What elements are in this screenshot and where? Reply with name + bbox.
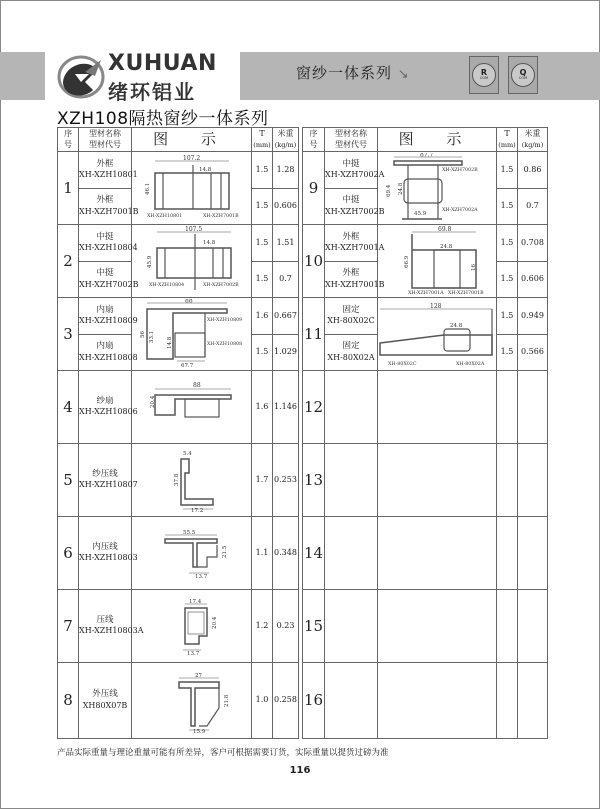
svg-text:XH-XZH7002B: XH-XZH7002B [202, 283, 239, 288]
thickness-cell: 1.5 [252, 152, 273, 189]
col-header-seq: 序 号 [303, 128, 325, 152]
svg-text:69.8: 69.8 [438, 226, 452, 233]
table-row [303, 663, 548, 739]
thickness-cell: 1.5 [497, 225, 518, 262]
profile-figure [378, 663, 497, 739]
col-header-figure: 图 示 [132, 128, 252, 152]
weight-cell: 0.949 [518, 298, 548, 335]
svg-text:88: 88 [192, 382, 201, 389]
profile-figure [132, 517, 252, 590]
profile-figure [132, 663, 252, 739]
spec-table-left [57, 127, 299, 739]
thickness-cell: 1.5 [497, 335, 518, 371]
profile-drawing-icon [378, 299, 496, 369]
svg-text:XH-XZH7001B: XH-XZH7001B [448, 291, 484, 296]
svg-text:XH-80X02C: XH-80X02C [388, 362, 417, 367]
seq-cell: 5 [58, 444, 79, 517]
svg-text:24.8: 24.8 [440, 244, 453, 250]
table-row [303, 298, 548, 335]
svg-text:14.8: 14.8 [166, 336, 173, 349]
table-header-row [58, 128, 299, 152]
profile-figure [378, 225, 497, 298]
profile-drawing-icon [378, 226, 496, 296]
svg-text:87.7: 87.7 [420, 153, 434, 159]
thickness-cell [497, 444, 518, 517]
seq-cell: 15 [303, 590, 325, 663]
profile-figure [132, 444, 252, 517]
seq-cell: 3 [58, 298, 79, 371]
svg-text:XH-XZH7002A: XH-XZH7002A [442, 208, 478, 213]
part-name-cell: 压线 XH-XZH10803A [79, 590, 132, 663]
part-name-cell: 外框 XH-XZH7001B [79, 189, 132, 225]
part-name-cell [325, 444, 378, 517]
thickness-cell [497, 590, 518, 663]
table-row [58, 663, 299, 739]
seq-cell: 16 [303, 663, 325, 739]
thickness-cell: 1.5 [497, 262, 518, 298]
table-row [303, 590, 548, 663]
weight-cell: 1.51 [273, 225, 299, 262]
part-name-cell: 固定 XH-80X02A [325, 335, 378, 371]
svg-text:XH-XZH7001B: XH-XZH7001B [202, 214, 239, 219]
svg-text:66.9: 66.9 [404, 255, 410, 268]
table-row [303, 225, 548, 262]
part-name-cell [325, 590, 378, 663]
weight-cell [518, 590, 548, 663]
thickness-cell: 1.1 [252, 517, 273, 590]
profile-drawing-icon [133, 299, 251, 369]
profile-figure [378, 444, 497, 517]
col-header-seq: 序 号 [58, 128, 79, 152]
table-row [58, 225, 299, 262]
part-name-cell: 外框 XH-XZH7001B [325, 262, 378, 298]
table-row [58, 590, 299, 663]
seq-cell: 11 [303, 298, 325, 371]
seq-cell: 12 [303, 371, 325, 444]
svg-text:XH-XZH10801: XH-XZH10801 [146, 214, 182, 219]
svg-text:128: 128 [430, 303, 442, 310]
thickness-cell: 1.5 [497, 298, 518, 335]
thickness-cell: 1.0 [252, 663, 273, 739]
svg-text:15.9: 15.9 [192, 728, 205, 734]
thickness-cell: 1.5 [497, 189, 518, 225]
svg-text:20.4: 20.4 [211, 616, 218, 629]
profile-figure [132, 225, 252, 298]
col-header-name: 型材名称 型材代号 [325, 128, 378, 152]
thickness-cell: 1.7 [252, 444, 273, 517]
svg-text:17.2: 17.2 [190, 508, 203, 513]
thickness-cell: 1.2 [252, 590, 273, 663]
part-name-cell [325, 371, 378, 444]
weight-cell: 0.566 [518, 335, 548, 371]
weight-cell: 0.86 [518, 152, 548, 189]
seq-cell: 4 [58, 371, 79, 444]
svg-text:27: 27 [194, 672, 202, 679]
seq-cell: 2 [58, 225, 79, 298]
profile-figure [132, 590, 252, 663]
svg-text:45.9: 45.9 [146, 255, 153, 268]
weight-cell: 0.23 [273, 590, 299, 663]
svg-text:5.4: 5.4 [182, 451, 192, 457]
profile-drawing-icon [133, 668, 251, 734]
series-title-text: 窗纱一体系列 [296, 64, 393, 82]
svg-text:24.8: 24.8 [450, 323, 463, 329]
part-name-cell: 中挺 XH-XZH7002B [79, 262, 132, 298]
profile-figure [132, 371, 252, 444]
thickness-cell: 1.5 [252, 262, 273, 298]
weight-cell: 1.029 [273, 335, 299, 371]
table-row [58, 298, 299, 335]
svg-text:21.8: 21.8 [223, 694, 230, 707]
seq-cell: 14 [303, 517, 325, 590]
svg-text:14.8: 14.8 [202, 240, 215, 246]
thickness-cell: 1.5 [252, 225, 273, 262]
thickness-cell [497, 371, 518, 444]
table-row [58, 517, 299, 590]
thickness-cell: 1.6 [252, 298, 273, 335]
weight-cell: 0.258 [273, 663, 299, 739]
profile-figure [378, 371, 497, 444]
thickness-cell: 1.5 [252, 335, 273, 371]
weight-cell: 0.667 [273, 298, 299, 335]
weight-cell: 1.28 [273, 152, 299, 189]
svg-text:55.5: 55.5 [182, 530, 195, 536]
profile-figure [378, 298, 497, 371]
cert-badge-r [469, 56, 499, 94]
svg-text:XH-80X02A: XH-80X02A [456, 362, 485, 367]
profile-figure [378, 517, 497, 590]
svg-text:67.7: 67.7 [180, 363, 193, 369]
seq-cell: 13 [303, 444, 325, 517]
svg-text:24.8: 24.8 [398, 182, 404, 195]
svg-text:16: 16 [471, 264, 477, 271]
seq-cell: 9 [303, 152, 325, 225]
svg-text:XH-XZH7001A: XH-XZH7001A [408, 291, 444, 296]
part-name-cell: 内扇 XH-XZH10809 [79, 298, 132, 335]
svg-text:45.9: 45.9 [414, 211, 427, 217]
cert-r-icon: R COM [472, 63, 496, 87]
part-name-cell: 内扇 XH-XZH10808 [79, 335, 132, 371]
weight-cell: 0.708 [518, 225, 548, 262]
svg-text:107.5: 107.5 [184, 226, 202, 233]
part-name-cell [325, 663, 378, 739]
part-name-cell: 固定 XH-80X02C [325, 298, 378, 335]
table-row [303, 444, 548, 517]
table-row [58, 152, 299, 189]
svg-text:XH-XZH10809: XH-XZH10809 [206, 318, 242, 323]
weight-cell: 1.146 [273, 371, 299, 444]
weight-cell: 0.606 [273, 189, 299, 225]
part-name-cell: 纱扇 XH-XZH10806 [79, 371, 132, 444]
thickness-cell: 1.5 [252, 189, 273, 225]
svg-text:20.4: 20.4 [149, 395, 156, 408]
svg-text:37.8: 37.8 [173, 473, 180, 486]
svg-text:21.5: 21.5 [221, 545, 228, 558]
profile-figure [378, 152, 497, 225]
svg-text:XH-XZH10808: XH-XZH10808 [206, 342, 242, 347]
col-header-thickness: T (mm) [252, 128, 273, 152]
profile-drawing-icon [133, 447, 251, 513]
weight-cell [518, 444, 548, 517]
svg-text:14.8: 14.8 [198, 167, 211, 173]
weight-cell: 0.253 [273, 444, 299, 517]
page-number: 116 [289, 765, 311, 776]
svg-text:33.1: 33.1 [148, 330, 155, 343]
part-name-cell: 外框 XH-XZH10801 [79, 152, 132, 189]
table-row [303, 517, 548, 590]
svg-text:69.4: 69.4 [386, 184, 392, 197]
col-header-figure: 图 示 [378, 128, 497, 152]
seq-cell: 7 [58, 590, 79, 663]
part-name-cell: 外框 XH-XZH7001A [325, 225, 378, 262]
profile-figure [132, 152, 252, 225]
svg-text:XH-XZH10804: XH-XZH10804 [148, 283, 184, 288]
part-name-cell: 中挺 XH-XZH7002B [325, 189, 378, 225]
svg-text:56: 56 [139, 331, 146, 338]
profile-figure [378, 590, 497, 663]
table-row [303, 152, 548, 189]
seq-cell: 8 [58, 663, 79, 739]
svg-text:88: 88 [184, 299, 193, 305]
table-row [58, 371, 299, 444]
weight-cell: 0.7 [273, 262, 299, 298]
series-title [296, 62, 410, 83]
table-row [58, 444, 299, 517]
part-name-cell: 纱压线 XH-XZH10807 [79, 444, 132, 517]
profile-drawing-icon [133, 377, 251, 437]
thickness-cell: 1.5 [497, 152, 518, 189]
weight-cell [518, 517, 548, 590]
cert-q-icon: Q COM [511, 63, 535, 87]
spec-table-right [302, 127, 548, 739]
weight-cell: 0.348 [273, 517, 299, 590]
weight-cell [518, 371, 548, 444]
part-name-cell: 中挺 XH-XZH7002A [325, 152, 378, 189]
seq-cell: 6 [58, 517, 79, 590]
part-name-cell [325, 517, 378, 590]
profile-drawing-icon [133, 226, 251, 296]
header-banner-right [240, 52, 600, 100]
brand-name-cn: 绪环铝业 [108, 80, 196, 104]
part-name-cell: 中挺 XH-XZH10804 [79, 225, 132, 262]
profile-drawing-icon [133, 594, 251, 658]
table-row [303, 371, 548, 444]
seq-cell: 10 [303, 225, 325, 298]
col-header-weight: 米重 (kg/m) [273, 128, 299, 152]
svg-text:17.4: 17.4 [188, 599, 201, 605]
col-header-name: 型材名称 型材代号 [79, 128, 132, 152]
header-banner-left [0, 52, 45, 100]
profile-drawing-icon [378, 153, 496, 223]
svg-text:XH-XZH7002B: XH-XZH7002B [442, 168, 478, 173]
profile-figure [132, 298, 252, 371]
thickness-cell: 1.6 [252, 371, 273, 444]
arrow-down-right-icon: ↘ [397, 67, 410, 82]
table-header-row [303, 128, 548, 152]
thickness-cell [497, 663, 518, 739]
seq-cell: 1 [58, 152, 79, 225]
svg-text:13.7: 13.7 [186, 651, 199, 657]
part-name-cell: 内压线 XH-XZH10803 [79, 517, 132, 590]
col-header-thickness: T (mm) [497, 128, 518, 152]
thickness-cell [497, 517, 518, 590]
part-name-cell: 外压线 XH80X07B [79, 663, 132, 739]
profile-drawing-icon [133, 153, 251, 223]
svg-text:46.1: 46.1 [144, 182, 151, 195]
weight-cell: 0.7 [518, 189, 548, 225]
cert-badge-q [508, 56, 538, 94]
weight-cell [518, 663, 548, 739]
weight-cell: 0.606 [518, 262, 548, 298]
svg-text:13.7: 13.7 [194, 574, 207, 580]
footer-note: 产品实际重量与理论重量可能有所差异，客户可根据需要订货，实际重量以提货过磅为准 [57, 748, 389, 758]
page-title: XZH108隔热窗纱一体系列 [57, 109, 269, 129]
col-header-weight: 米重 (kg/m) [518, 128, 548, 152]
svg-text:107.2: 107.2 [182, 155, 200, 162]
profile-drawing-icon [133, 523, 251, 583]
brand-name-en: XUHUAN [108, 51, 217, 76]
